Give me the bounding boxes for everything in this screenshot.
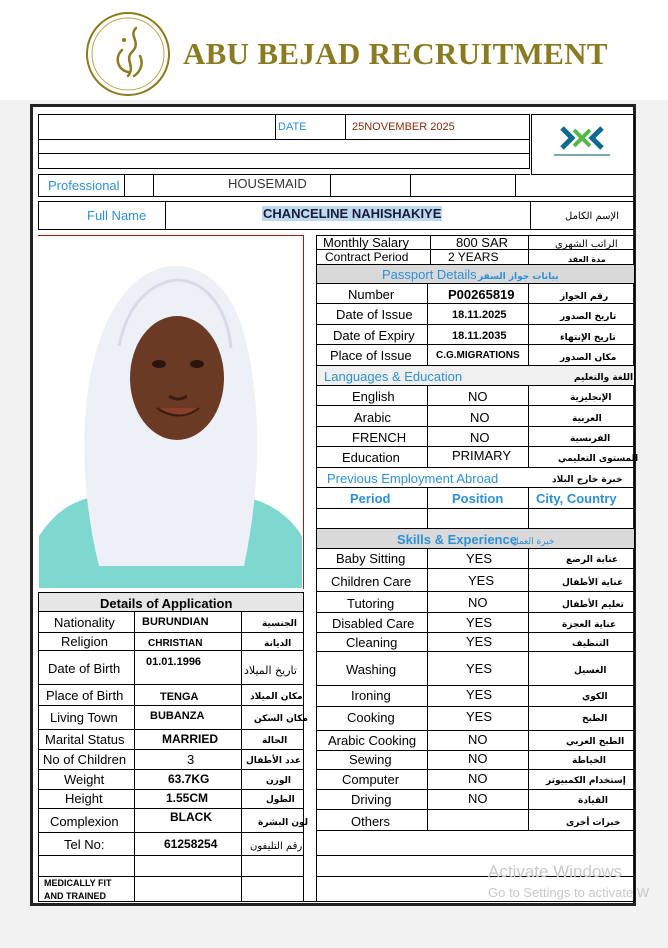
skill-others-label: Others: [351, 814, 391, 829]
complexion-label: Complexion: [50, 814, 119, 829]
period-ar: مدة العقد: [568, 255, 606, 264]
expiry-date-label: Date of Expiry: [333, 328, 415, 343]
skill-disabled-care-value: YES: [466, 615, 493, 630]
telephone-ar: رقم التليفون: [250, 841, 303, 852]
skill-children-care-ar: عناية الأطفال: [562, 578, 624, 588]
nationality-label: Nationality: [54, 615, 115, 630]
french-label: FRENCH: [352, 430, 407, 445]
employment-position-header: Position: [452, 491, 504, 506]
languages-title-ar: اللغة والتعليم: [574, 373, 634, 383]
application-title: Details of Application: [100, 596, 233, 611]
issue-place-value: C.G.MIGRATIONS: [436, 350, 520, 361]
living-town-ar: مكان السكن: [254, 714, 308, 724]
company-logo: [84, 10, 172, 98]
full-name-label: Full Name: [87, 208, 147, 223]
arabic-ar: العربية: [572, 414, 602, 424]
employment-period-header: Period: [350, 491, 391, 506]
employment-title-ar: خبرة خارج البلاد: [552, 475, 623, 485]
languages-title: Languages & Education: [324, 369, 463, 384]
page-header: [0, 0, 668, 100]
skill-tutoring-label: Tutoring: [347, 596, 395, 611]
religion-label: Religion: [61, 634, 108, 649]
birth-date-ar: تاريخ الميلاد: [244, 664, 297, 677]
birth-date-label: Date of Birth: [48, 661, 121, 676]
arabic-value: NO: [470, 410, 490, 425]
weight-value: 63.7KG: [168, 772, 210, 786]
skill-washing-ar: الغسيل: [574, 666, 607, 676]
education-label: Education: [342, 450, 400, 465]
english-ar: الإنجليزية: [570, 393, 612, 403]
french-value: NO: [470, 430, 490, 445]
skill-driving-value: NO: [468, 791, 488, 806]
date-value: 25NOVEMBER 2025: [352, 121, 455, 133]
activate-windows-title: Activate Windows: [488, 862, 623, 881]
date-label: DATE: [278, 121, 307, 133]
living-town-value: BUBANZA: [150, 710, 205, 722]
skill-tutoring-ar: تعليم الأطفال: [562, 600, 624, 610]
education-value: PRIMARY: [452, 448, 511, 463]
passport-number-value: P00265819: [448, 287, 515, 302]
birth-place-label: Place of Birth: [46, 688, 124, 703]
skill-cleaning-value: YES: [466, 634, 493, 649]
company-name: ABU BEJAD RECRUITMENT: [183, 36, 608, 71]
marital-status-value: MARRIED: [162, 732, 218, 746]
profession-value: HOUSEMAID: [228, 176, 307, 191]
skill-disabled-care-ar: عناية العجزة: [562, 620, 617, 630]
issue-place-ar: مكان الصدور: [560, 353, 617, 363]
skill-tutoring-value: NO: [468, 595, 488, 610]
skill-baby-sitting-label: Baby Sitting: [336, 551, 406, 566]
skill-children-care-label: Children Care: [331, 574, 412, 589]
marital-status-label: Marital Status: [45, 732, 125, 747]
activate-windows-subtitle: Go to Settings to activate W: [488, 885, 650, 900]
arabic-label: Arabic: [354, 410, 391, 425]
employment-title: Previous Employment Abroad: [327, 471, 499, 486]
skill-cooking-value: YES: [466, 709, 493, 724]
complexion-value: BLACK: [170, 810, 212, 824]
skill-sewing-value: NO: [468, 751, 488, 766]
passport-title: Passport Details: [382, 267, 477, 282]
religion-ar: الديانة: [264, 639, 292, 649]
skill-children-care-value: YES: [468, 573, 495, 588]
height-ar: الطول: [266, 795, 295, 805]
issue-date-value: 18.11.2025: [452, 309, 507, 321]
medical-fit-line2: AND TRAINED: [44, 891, 106, 901]
skill-arabic-cooking-label: Arabic Cooking: [328, 733, 417, 748]
skill-baby-sitting-ar: عناية الرضع: [566, 555, 619, 565]
issue-date-label: Date of Issue: [336, 307, 413, 322]
skills-title-ar: خبرة العمل: [512, 537, 555, 547]
skill-computer-label: Computer: [342, 772, 400, 787]
skill-cleaning-ar: التنظيف: [572, 639, 609, 649]
issue-date-ar: تاريخ الصدور: [560, 312, 617, 322]
children-ar: عدد الأطفال: [246, 756, 302, 766]
medical-fit-line1: MEDICALLY FIT: [44, 878, 112, 888]
skill-cooking-ar: الطبخ: [582, 714, 608, 724]
period-value: 2 YEARS: [448, 250, 499, 264]
telephone-label: Tel No:: [64, 837, 105, 852]
french-ar: الفرنسية: [570, 434, 611, 444]
skill-sewing-label: Sewing: [349, 752, 392, 767]
children-value: 3: [187, 752, 195, 767]
nationality-value: BURUNDIAN: [142, 616, 209, 628]
skill-computer-ar: إستخدام الكمبيوتر: [546, 776, 626, 786]
education-ar: المستوى التعليمي: [558, 454, 639, 464]
expiry-date-ar: تاريخ الإنتهاء: [560, 333, 616, 343]
birth-date-value: 01.01.1996: [146, 656, 202, 668]
salary-ar: الراتب الشهري: [555, 239, 618, 250]
skill-arabic-cooking-ar: الطبخ العربي: [566, 737, 625, 747]
passport-title-ar: بيانات جواز السفر: [478, 272, 559, 282]
passport-number-label: Number: [348, 287, 395, 302]
height-label: Height: [65, 791, 103, 806]
skill-cleaning-label: Cleaning: [346, 635, 398, 650]
issue-place-label: Place of Issue: [330, 348, 412, 363]
salary-label: Monthly Salary: [323, 235, 409, 250]
skill-washing-value: YES: [466, 661, 493, 676]
skill-cooking-label: Cooking: [347, 710, 395, 725]
telephone-value: 61258254: [164, 837, 218, 851]
birth-place-value: TENGA: [160, 691, 199, 703]
weight-label: Weight: [64, 772, 105, 787]
english-label: English: [352, 389, 395, 404]
skill-washing-label: Washing: [346, 662, 397, 677]
birth-place-ar: مكان الميلاد: [250, 692, 303, 702]
skill-ironing-ar: الكوي: [582, 692, 608, 702]
professional-label: Professional: [48, 178, 120, 193]
weight-ar: الوزن: [266, 776, 291, 786]
skill-driving-label: Driving: [351, 792, 392, 807]
salary-value: 800 SAR: [456, 235, 509, 250]
skill-driving-ar: القيادة: [578, 796, 608, 806]
skill-disabled-care-label: Disabled Care: [332, 616, 415, 631]
skill-arabic-cooking-value: NO: [468, 732, 488, 747]
period-label: Contract Period: [325, 250, 409, 264]
full-name-value: CHANCELINE NAHISHAKIYE: [263, 206, 442, 221]
height-value: 1.55CM: [166, 791, 209, 805]
religion-value: CHRISTIAN: [148, 638, 203, 649]
expiry-date-value: 18.11.2035: [452, 330, 507, 342]
living-town-label: Living Town: [50, 710, 118, 725]
skill-computer-value: NO: [468, 771, 488, 786]
full-name-ar: الإسم الكامل: [565, 211, 620, 222]
skill-baby-sitting-value: YES: [466, 551, 493, 566]
skill-ironing-value: YES: [466, 687, 493, 702]
candidate-photo: [39, 236, 302, 588]
skills-title: Skills & Experience: [397, 532, 517, 547]
english-value: NO: [468, 389, 488, 404]
agency-icon: [558, 124, 606, 152]
skill-others-ar: خبرات أخرى: [566, 818, 621, 828]
marital-status-ar: الحالة: [262, 736, 288, 746]
children-label: No of Children: [43, 752, 127, 767]
employment-city-country-header: City, Country: [536, 491, 617, 506]
passport-number-ar: رقم الجواز: [560, 292, 609, 302]
nationality-ar: الجنسية: [262, 619, 297, 629]
skill-ironing-label: Ironing: [351, 688, 391, 703]
skill-sewing-ar: الخياطة: [572, 756, 606, 766]
complexion-ar: لون البشرة: [258, 818, 309, 828]
